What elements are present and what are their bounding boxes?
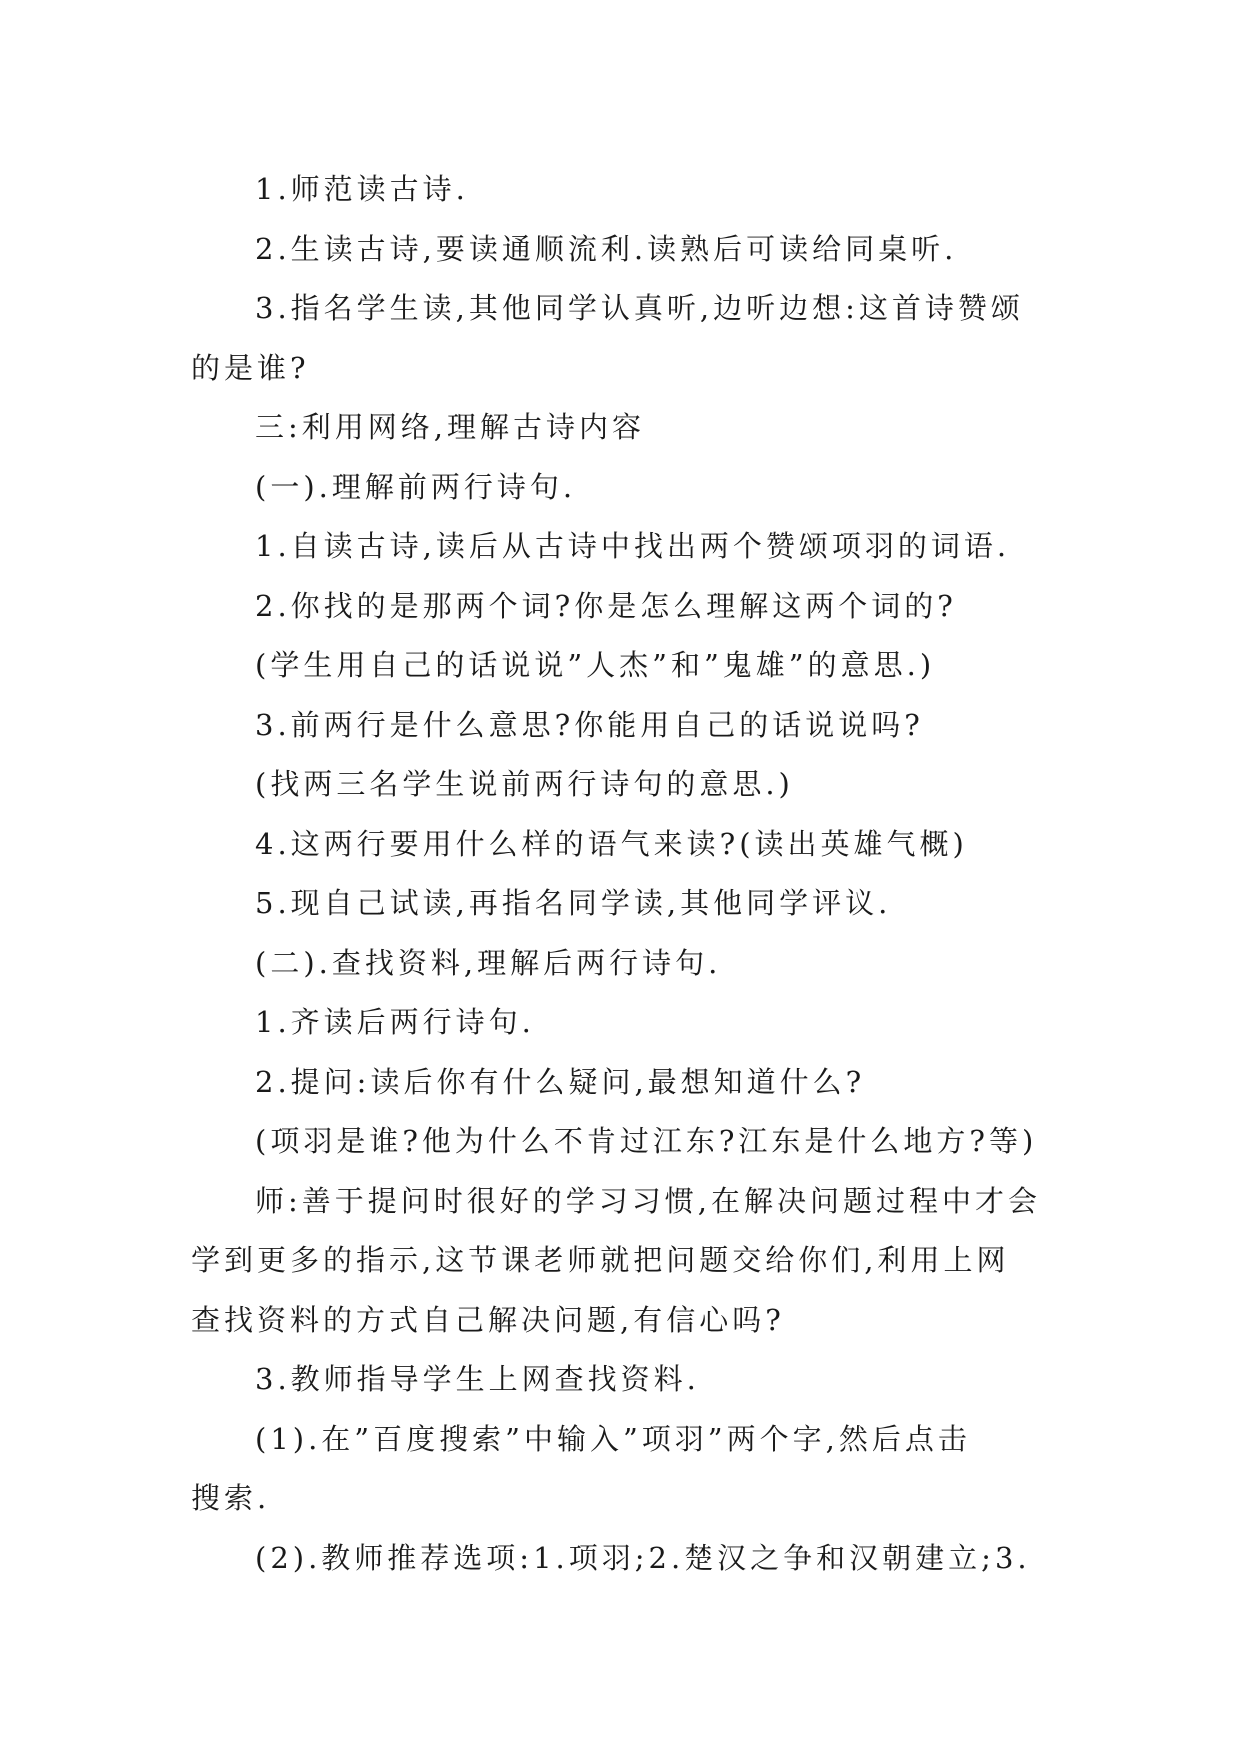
- text-line: 2.你找的是那两个词?你是怎么理解这两个词的?: [255, 588, 957, 623]
- text-line: 3.前两行是什么意思?你能用自己的话说说吗?: [255, 707, 924, 742]
- text-line: 师:善于提问时很好的学习习惯,在解决问题过程中才会: [255, 1183, 1041, 1218]
- text-line: 搜索.: [191, 1481, 271, 1515]
- text-line: 查找资料的方式自己解决问题,有信心吗?: [191, 1302, 785, 1337]
- text-line: 5.现自己试读,再指名同学读,其他同学评议.: [255, 886, 892, 920]
- text-line: 2.生读古诗,要读通顺流利.读熟后可读给同桌听.: [255, 231, 958, 266]
- text-line: (项羽是谁?他为什么不肯过江东?江东是什么地方?等): [255, 1124, 1038, 1158]
- text-line: (2).教师推荐选项:1.项羽;2.楚汉之争和汉朝建立;3.: [255, 1540, 1031, 1575]
- text-line: 4.这两行要用什么样的语气来读?(读出英雄气概): [255, 826, 968, 861]
- text-line: (找两三名学生说前两行诗句的意思.): [255, 767, 794, 801]
- subsection-heading: (一).理解前两行诗句.: [255, 469, 577, 504]
- text-line: 3.教师指导学生上网查找资料.: [255, 1362, 700, 1396]
- text-line: 1.齐读后两行诗句.: [255, 1005, 535, 1039]
- text-line: 1.师范读古诗.: [255, 172, 469, 206]
- section-heading: 三:利用网络,理解古诗内容: [255, 410, 645, 444]
- text-line: (学生用自己的话说说”人杰”和”鬼雄”的意思.): [255, 648, 936, 682]
- text-line: 学到更多的指示,这节课老师就把问题交给你们,利用上网: [191, 1243, 1010, 1277]
- text-line: 3.指名学生读,其他同学认真听,边听边想:这首诗赞颂: [255, 291, 1024, 325]
- text-line: 的是谁?: [191, 350, 310, 385]
- document-body: [191, 160, 1051, 1588]
- text-line: 1.自读古诗,读后从古诗中找出两个赞颂项羽的词语.: [255, 529, 1011, 563]
- text-line: 2.提问:读后你有什么疑问,最想知道什么?: [255, 1064, 866, 1099]
- subsection-heading: (二).查找资料,理解后两行诗句.: [255, 945, 722, 980]
- text-line: (1).在”百度搜索”中输入”项羽”两个字,然后点击: [255, 1421, 971, 1456]
